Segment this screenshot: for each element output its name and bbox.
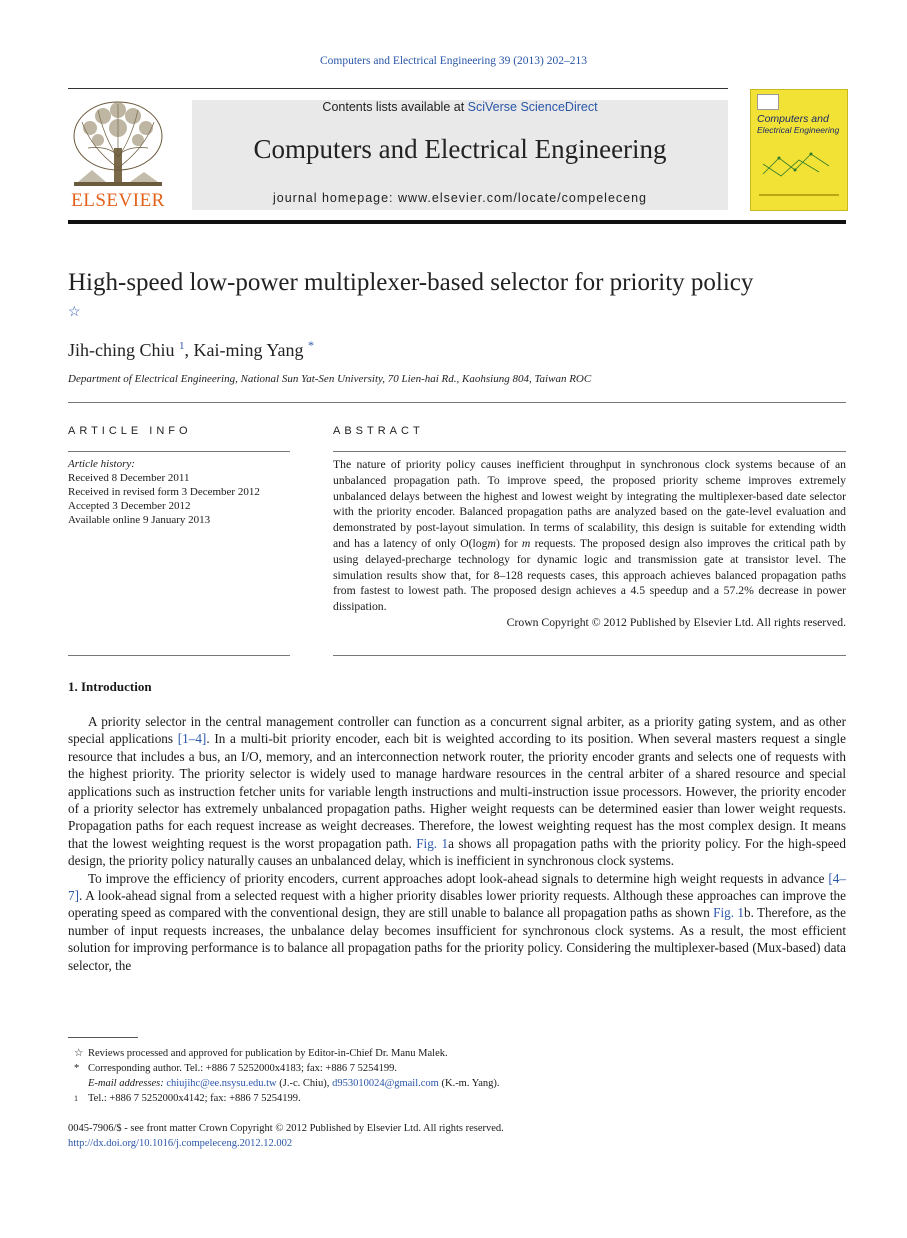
divider — [68, 402, 846, 403]
abstract-copyright: Crown Copyright © 2012 Published by Elsevier Ltd. All rights reserved. — [506, 615, 846, 629]
history-item: Received 8 December 2011 — [68, 472, 190, 484]
cover-title: Computers and Electrical Engineering — [757, 113, 840, 135]
article-history — [68, 457, 290, 527]
citation-link[interactable]: [4–7] — [68, 870, 846, 904]
affiliation: Department of Electrical Engineering, National Sun Yat-Sen University, 70 Lien-hai Rd., Kaohsiung 804, Taiwan ROC — [68, 373, 592, 385]
author-name: Jih-ching Chiu — [68, 340, 175, 360]
article-title: High-speed low-power multiplexer-based selector for priority policy ☆ — [68, 269, 754, 320]
issn-line: 0045-7906/$ - see front matter Crown Copyright © 2012 Published by Elsevier Ltd. All rights reserved. — [68, 1123, 504, 1134]
paragraph: A priority selector in the central management controller can function as a concurrent signal arbiter, as a priority gating system, and as other special applications [1–4]. In a multi-bit priority encoder, each bit is weighted according to its position. When several masters request a single resource that includes a bus, an I/O, memory, and an interconnection network router, the priority encoder grants and selects one of requests with the highest priority. The priority selector is widely used to manage hardware resources in the central arbiter of a shared resource and special applications such as instruction fetcher units for variable length instructions and multi-instruction issue processors. However, the priority encoder of a priority selector has extremely unbalanced propagation paths. Higher weight requests can be determined easier than lower weight requests. Propagation paths for each request increase as weight decreases. Therefore, the lowest weighting request has the most complex design. It means that the lowest weighting request is the worst propagation path. Fig. 1a shows all propagation paths with the priority policy. For the high-speed design, the priority policy naturally causes an unbalanced delay, which is inefficient in synchronous clock systems. — [68, 714, 847, 869]
divider — [68, 655, 290, 656]
history-item: Received in revised form 3 December 2012 — [68, 486, 260, 498]
divider — [68, 451, 290, 452]
header-top-rule — [68, 88, 728, 89]
footnote-emails: E-mail addresses: chiujihc@ee.nsysu.edu.tw (J.-c. Chiu), d953010024@gmail.com (K.-m. Yang). — [88, 1078, 500, 1089]
email-link[interactable]: chiujihc@ee.nsysu.edu.tw — [166, 1078, 277, 1089]
citation-link[interactable]: [1–4] — [177, 731, 207, 747]
author-footnote-mark[interactable]: 1 — [179, 340, 185, 352]
header-thick-rule — [68, 220, 846, 224]
paragraph: To improve the efficiency of priority encoders, current approaches adopt look-ahead signals to determine high weight requests in advance [4–7]. A look-ahead signal from a selected request with a higher priority disables lower priority requests. Although these approaches can improve the operating speed as compared with the conventional design, they are still unable to balance all propagation paths as shown Fig. 1b. Therefore, as the number of input requests increases, the unbalance delay becomes insufficient for synchronous clock systems. As a result, the most efficient solution for improving performance is to balance all propagation paths for the priority policy. Considering the multiplexer-based (Mux-based) data selector, the — [68, 870, 846, 973]
footnotes — [68, 1046, 846, 1106]
cover-logo-icon — [757, 94, 779, 110]
figure-link[interactable]: Fig. 1 — [416, 835, 449, 851]
cover-footer-rule — [759, 194, 839, 196]
divider — [333, 655, 846, 656]
journal-cover-image[interactable] — [750, 89, 848, 211]
body-text — [68, 713, 846, 974]
footnote: * Corresponding author. Tel.: +886 7 5252000x4183; fax: +886 7 5254199. — [74, 1063, 397, 1074]
author-name: Kai-ming Yang — [193, 340, 304, 360]
footnote: ☆ Reviews processed and approved for publication by Editor-in-Chief Dr. Manu Malek. — [74, 1048, 448, 1059]
figure-link[interactable]: Fig. 1 — [713, 905, 744, 921]
title-footnote-mark[interactable]: ☆ — [68, 305, 81, 320]
doi-link[interactable]: http://dx.doi.org/10.1016/j.compeleceng.2012.12.002 — [68, 1138, 293, 1149]
journal-name: Computers and Electrical Engineering — [253, 134, 667, 164]
corresponding-author-mark[interactable]: * — [308, 338, 315, 352]
history-label: Article history: — [68, 458, 135, 470]
journal-reference-link[interactable]: Computers and Electrical Engineering 39 (2013) 202–213 — [320, 55, 587, 67]
history-item: Accepted 3 December 2012 — [68, 500, 191, 512]
cover-graphic-icon — [759, 144, 839, 184]
journal-homepage: journal homepage: www.elsevier.com/locate/compeleceng — [272, 191, 648, 205]
homepage-url-link[interactable]: www.elsevier.com/locate/compeleceng — [398, 191, 648, 205]
elsevier-wordmark: ELSEVIER — [71, 190, 165, 211]
legal-notice — [68, 1121, 846, 1151]
author-list: Jih-ching Chiu $^1$, Kai-ming Yang * — [68, 338, 315, 360]
abstract-heading: ABSTRACT — [333, 425, 424, 437]
article-info-heading: ARTICLE INFO — [68, 425, 192, 437]
footnote: 1 Tel.: +886 7 5252000x4142; fax: +886 7 5254199. — [74, 1093, 301, 1104]
contents-line: Contents lists available at SciVerse ScienceDirect — [322, 100, 598, 114]
abstract-text: The nature of priority policy causes inefficient throughput in synchronous clock systems because of an unbalanced propagation path. To improve speed, the proposed priority scheme improves extremely unbalanced delays between the highest and lowest weight by integrating the multiplexer-based date selector with the priority encoder. Balanced propagation paths are analyzed based on the gate-level evaluation and demonstrated by post-layout simulation. In terms of scalability, this design is suitable for extending width and has a latency of only O(logm) for m requests. The proposed design also improves the critical path by using delayed-precharge technology for dynamic logic and transmission gate at transistor level. The simulation results show that, for 8–128 requests cases, this approach achieves balanced propagation paths from fastest to lowest path. The proposed design achieves a 4.5 speedup and a 57.2% decrease in power dissipation. Crown Copyright © 2012 Published by Elsevier Ltd. All rights reserved. — [333, 458, 846, 629]
divider — [333, 451, 846, 452]
section-heading: 1. Introduction — [68, 679, 152, 694]
elsevier-logo[interactable] — [68, 98, 168, 210]
sciencedirect-link[interactable]: SciVerse ScienceDirect — [467, 100, 598, 114]
footnote-rule — [68, 1037, 138, 1038]
history-item: Available online 9 January 2013 — [68, 514, 211, 526]
email-link[interactable]: d953010024@gmail.com — [332, 1078, 439, 1089]
